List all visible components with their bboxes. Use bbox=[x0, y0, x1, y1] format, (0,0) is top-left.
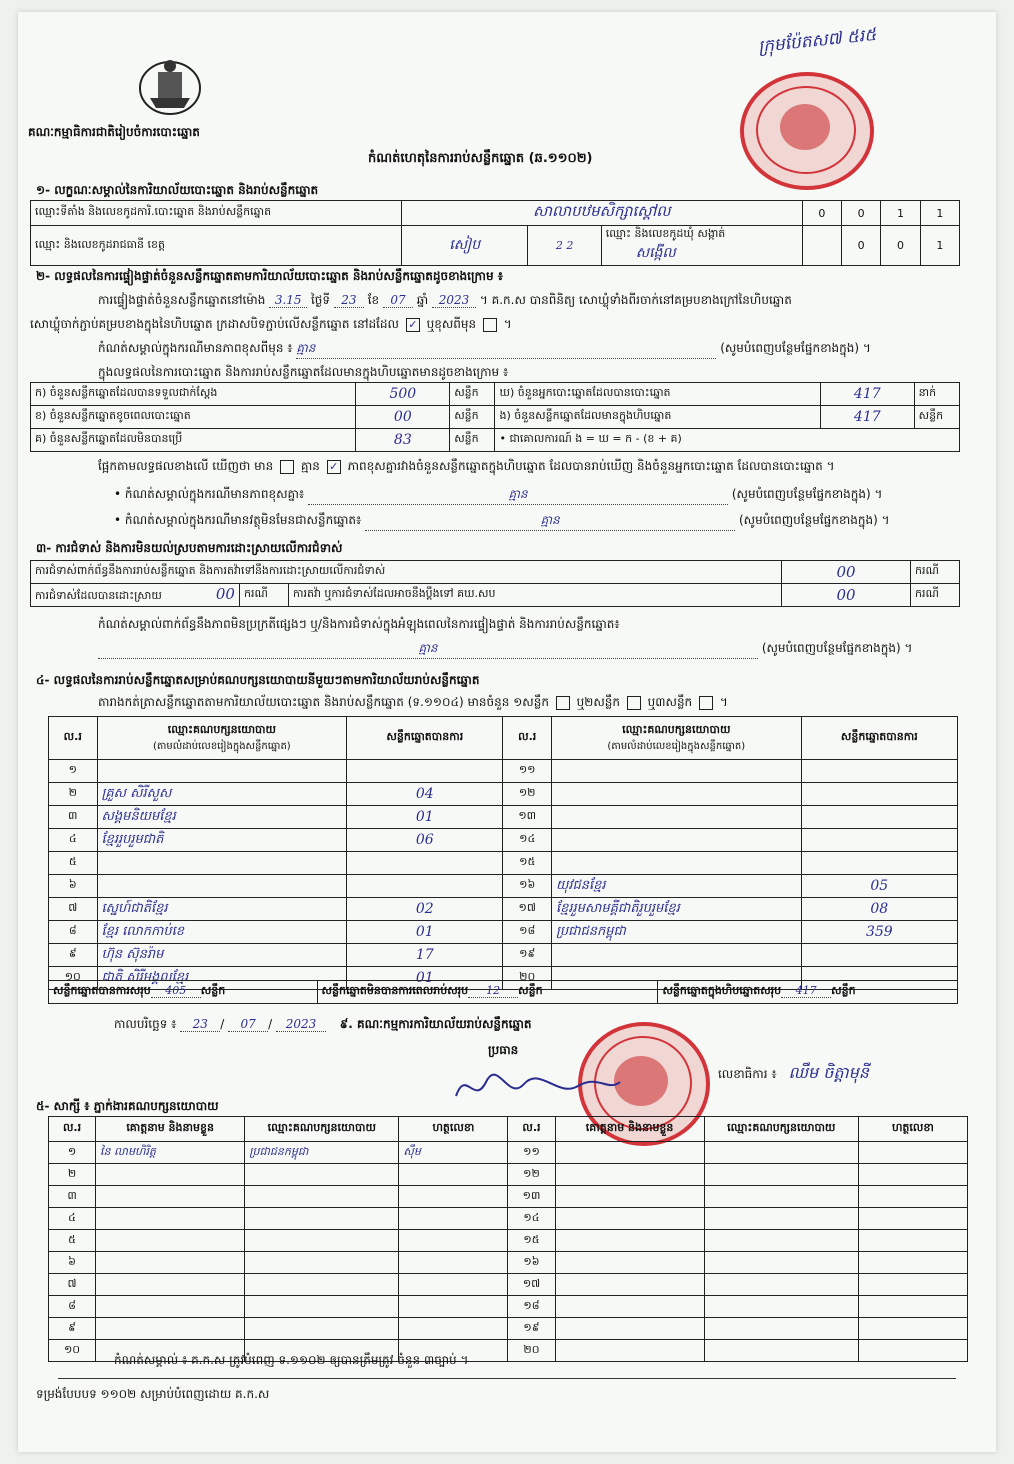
party-row-number: ១៣ bbox=[503, 806, 552, 829]
appeal-label: ការតវ៉ា ឬការជំទាស់ដែលអាចនឹងប្ដឹងទៅ គឃ.សប bbox=[289, 584, 782, 607]
one-sheet-checkbox[interactable] bbox=[556, 696, 570, 710]
commune-label: ឈ្មោះ និងលេខកូដឃុំ សង្កាត់ សង្កើល bbox=[601, 226, 802, 266]
footer-note: កំណត់សម្គាល់ ៖ គ.ក.ស ត្រូវបំពេញ ទ.១១០២ ឲ្យបានត្រឹមត្រូវ ចំនួន ៣ច្បាប់ ។ bbox=[114, 1353, 469, 1367]
party-row-number: ៩ bbox=[49, 944, 98, 967]
witness-table: ល.រ គោត្តនាម និងនាមខ្លួន ឈ្មោះគណបក្សនយោបាយ ហត្ថលេខា ល.រ គោត្តនាម និងនាមខ្លួន ឈ្មោះគណបក្សនយោបាយ ហត្ថលេខា ១ នៃ លាមហិរិត្ត ប្រជាជនកម្ពុជា ស៊ឹម ១១ ២ ១២ ៣ ១៣ ៤ ១៤ ៥ ១៥ ៦ ១៦ ៧ ១៧ ៨ ១៨ ៩ ១៩ ១០ ២០ bbox=[48, 1116, 968, 1362]
witness-name bbox=[96, 1164, 245, 1186]
witness-party bbox=[245, 1274, 399, 1296]
site-label: ឈ្មោះទីតាំង និងលេខកូដការិ.បោះឆ្នោត និងរាប់សន្លឹកឆ្នោត bbox=[31, 201, 402, 226]
witness-signature bbox=[858, 1318, 967, 1340]
witness-party bbox=[704, 1318, 858, 1340]
witness-signature bbox=[399, 1164, 508, 1186]
witness-number: ១៨ bbox=[508, 1296, 555, 1318]
party-name: ហ៊ុន ស៊ុនរ៉ាម bbox=[97, 944, 347, 967]
party-row-number: ៦ bbox=[49, 875, 98, 898]
objection-table: ការជំទាស់ពាក់ព័ន្ធនឹងការរាប់សន្លឹកឆ្នោត និងការតវ៉ាទៅនឹងការដោះស្រាយលើការជំទាស់ 00 ករណី ការជំទាស់ដែលបានដោះស្រាយ 00 ករណី ការតវ៉ា ឬការជំទាស់ដែលអាចនឹងប្ដឹងទៅ គឃ.សប 00 ករណី bbox=[30, 560, 960, 607]
party-name: ខ្មែរ លោកកាប់ខេ bbox=[97, 921, 347, 944]
site-value: សាលាបឋមសិក្សាស្ដៅល bbox=[401, 201, 802, 226]
party-row-number: ៨ bbox=[49, 921, 98, 944]
witness-name bbox=[555, 1340, 704, 1362]
objection-value: 00 bbox=[782, 561, 911, 584]
party-row-number: ៣ bbox=[49, 806, 98, 829]
witness-number: ១៧ bbox=[508, 1274, 555, 1296]
party-row bbox=[49, 760, 958, 783]
witness-number: ១៥ bbox=[508, 1230, 555, 1252]
witness-party bbox=[704, 1186, 858, 1208]
witness-signature bbox=[399, 1186, 508, 1208]
party-name bbox=[97, 852, 347, 875]
witness-name bbox=[96, 1274, 245, 1296]
received-label: ក) ចំនួនសន្លឹកឆ្នោតដែលបានទទួលជាក់ស្តែង bbox=[31, 383, 356, 406]
witness-name bbox=[555, 1252, 704, 1274]
witness-signature bbox=[858, 1142, 967, 1164]
party-votes: 17 bbox=[347, 944, 503, 967]
witness-name bbox=[555, 1164, 704, 1186]
witness-number: ១២ bbox=[508, 1164, 555, 1186]
witness-name bbox=[96, 1230, 245, 1252]
party-row-number: ១១ bbox=[503, 760, 552, 783]
unused-value: 83 bbox=[356, 429, 450, 452]
witness-number: ៧ bbox=[49, 1274, 96, 1296]
party-votes bbox=[801, 783, 957, 806]
witness-name bbox=[555, 1296, 704, 1318]
party-name: ខ្មែររួមសាមគ្គីជាតិរួបរួមខ្មែរ bbox=[551, 898, 801, 921]
party-votes bbox=[347, 852, 503, 875]
section2-title: ២- លទ្ធផលនៃការផ្ទៀងផ្ទាត់ចំនួនសន្លឹកឆ្នោតតាមការិយាល័យបោះឆ្នោត និងរាប់សន្លឹកឆ្នោតដូចខាងក្រោម ៖ bbox=[36, 269, 504, 283]
witness-name bbox=[96, 1296, 245, 1318]
official-stamp-top bbox=[740, 72, 874, 190]
witness-signature bbox=[399, 1296, 508, 1318]
two-sheet-checkbox[interactable] bbox=[627, 696, 641, 710]
witness-party bbox=[704, 1340, 858, 1362]
witness-name bbox=[555, 1318, 704, 1340]
appeal-value: 00 bbox=[782, 584, 911, 607]
witness-signature bbox=[858, 1208, 967, 1230]
party-votes bbox=[801, 760, 957, 783]
witness-number: ៥ bbox=[49, 1230, 96, 1252]
party-name bbox=[97, 760, 347, 783]
witness-number: ២ bbox=[49, 1164, 96, 1186]
party-name bbox=[551, 783, 801, 806]
party-name: ខ្មែររួបរួមជាតិ bbox=[97, 829, 347, 852]
witness-party bbox=[245, 1208, 399, 1230]
witness-party bbox=[704, 1252, 858, 1274]
party-row-number: ៤ bbox=[49, 829, 98, 852]
party-votes: 04 bbox=[347, 783, 503, 806]
party-name: ស្នេហ៍ជាតិខ្មែរ bbox=[97, 898, 347, 921]
party-votes bbox=[347, 875, 503, 898]
site-code-4: 1 bbox=[920, 201, 959, 226]
party-votes bbox=[801, 829, 957, 852]
party-votes bbox=[347, 760, 503, 783]
total-valid: សន្លឹកឆ្នោតបានការសរុប 405 សន្លឹក bbox=[49, 981, 318, 1004]
site-code-1: 0 bbox=[802, 201, 841, 226]
witness-party: ប្រជាជនកម្ពុជា bbox=[245, 1142, 399, 1164]
witness-signature bbox=[399, 1274, 508, 1296]
party-votes: 01 bbox=[347, 967, 503, 990]
org-name: គណៈកម្មាធិការជាតិរៀបចំការបោះឆ្នោត bbox=[28, 125, 200, 139]
party-name bbox=[97, 875, 347, 898]
party-row bbox=[49, 806, 958, 829]
witness-party bbox=[704, 1274, 858, 1296]
commune-code-2: 0 bbox=[881, 226, 920, 266]
witness-number: ១៣ bbox=[508, 1186, 555, 1208]
witness-name bbox=[96, 1318, 245, 1340]
party-votes bbox=[801, 852, 957, 875]
party-row-number: ៥ bbox=[49, 852, 98, 875]
unused-label: គ) ចំនួនសន្លឹកឆ្នោតដែលមិនបានប្រើ bbox=[31, 429, 356, 452]
section5-title: ៥- សាក្សី ៖ ភ្នាក់ងារគណបក្សនយោបាយ bbox=[36, 1099, 219, 1113]
party-name bbox=[551, 829, 801, 852]
witness-signature bbox=[399, 1230, 508, 1252]
witness-party bbox=[704, 1164, 858, 1186]
witness-party bbox=[704, 1208, 858, 1230]
witness-number: ៩ bbox=[49, 1318, 96, 1340]
voters-value: 417 bbox=[820, 383, 914, 406]
party-row-number: ១២ bbox=[503, 783, 552, 806]
party-name: សង្គមនិយមខ្មែរ bbox=[97, 806, 347, 829]
party-row-number: ១៨ bbox=[503, 921, 552, 944]
party-row bbox=[49, 852, 958, 875]
witness-number: ៤ bbox=[49, 1208, 96, 1230]
verification-line-2: សោឃ្លុំចាក់ភ្ជាប់គម្របខាងក្នុងនៃហិបឆ្នោត ក្រដាសបិទភ្ជាប់លើសន្លឹកឆ្នោត នៅដដែល ✓ ឬខុសពីមុន ។ bbox=[30, 317, 512, 331]
ballot-count-table: ក) ចំនួនសន្លឹកឆ្នោតដែលបានទទួលជាក់ស្តែង 500 សន្លឹក ឃ) ចំនួនអ្នកបោះឆ្នោតដែលបានបោះឆ្នោត 417 នាក់ ខ) ចំនួនសន្លឹកឆ្នោតខូចពេលបោះឆ្នោត 00 សន្លឹក ង) ចំនួនសន្លឹកឆ្នោតដែលមានក្នុងហិបឆ្នោត 417 សន្លឹក គ) ចំនួនសន្លឹកឆ្នោតដែលមិនបានប្រើ 83 សន្លឹក • ជាគោលការណ៍ ង = ឃ = ក - (ខ + គ) bbox=[30, 382, 960, 452]
witness-row bbox=[49, 1318, 968, 1340]
party-name: យុវជនខ្មែរ bbox=[551, 875, 801, 898]
resolved-label: ការជំទាស់ដែលបានដោះស្រាយ 00 bbox=[31, 584, 240, 607]
witness-row bbox=[49, 1296, 968, 1318]
party-row-number: ២ bbox=[49, 783, 98, 806]
party-votes: 01 bbox=[347, 806, 503, 829]
party-row-number: ១៥ bbox=[503, 852, 552, 875]
party-row bbox=[49, 898, 958, 921]
form-title: កំណត់ហេតុនៃការរាប់សន្លឹកឆ្នោត (ឆ.១១០២) bbox=[368, 151, 593, 166]
witness-party bbox=[704, 1296, 858, 1318]
witness-party bbox=[704, 1142, 858, 1164]
witness-number: ៦ bbox=[49, 1252, 96, 1274]
witness-signature bbox=[858, 1186, 967, 1208]
commune-code-3: 1 bbox=[920, 226, 959, 266]
party-votes: 359 bbox=[801, 921, 957, 944]
witness-name bbox=[96, 1252, 245, 1274]
site-code-2: 0 bbox=[841, 201, 880, 226]
party-results-table: ល.រ ឈ្មោះគណបក្សនយោបាយ (តាមលំដាប់លេខរៀងក្នុងសន្លឹកឆ្នោត) សន្លឹកឆ្នោតបានការ ល.រ ឈ្មោះគណបក្សនយោបាយ (តាមលំដាប់លេខរៀងក្នុងសន្លឹកឆ្នោត) សន្លឹកឆ្នោតបានការ ១ ១១ ២ គ្រួស សិរីសួស 04 ១២ ៣ សង្គមនិយមខ្មែរ 01 ១៣ ៤ ខ្មែររួបរួមជាតិ 06 ១៤ ៥ ១៥ ៦ ១៦ យុវជនខ្មែរ 05 ៧ ស្នេហ៍ជាតិខ្មែរ 02 ១៧ ខ្មែររួមសាមគ្គីជាតិរួបរួមខ្មែរ 08 ៨ ខ្មែរ លោកកាប់ខេ 01 ១៨ ប្រជាជនកម្ពុជា 359 ៩ ហ៊ុន ស៊ុនរ៉ាម 17 ១៩ ១០ ជាតិ សិរីមង្គលខ្មែរ 01 ២០ bbox=[48, 716, 958, 990]
party-row bbox=[49, 829, 958, 852]
section3-title: ៣- ការជំទាស់ និងការមិនយល់ស្របតាមការដោះស្រាយលើការជំទាស់ bbox=[36, 541, 343, 555]
witness-party bbox=[245, 1164, 399, 1186]
in-box-value: 417 bbox=[820, 406, 914, 429]
witness-name bbox=[555, 1142, 704, 1164]
party-votes: 02 bbox=[347, 898, 503, 921]
in-box-label: ង) ចំនួនសន្លឹកឆ្នោតដែលមានក្នុងហិបឆ្នោត bbox=[495, 406, 820, 429]
secretary-line: លេខាធិការ ៖ ឈឹម ចិត្តាមុនី bbox=[718, 1063, 869, 1082]
voters-label: ឃ) ចំនួនអ្នកបោះឆ្នោតដែលបានបោះឆ្នោត bbox=[495, 383, 820, 406]
totals-table bbox=[48, 980, 958, 1004]
witness-party bbox=[245, 1186, 399, 1208]
witness-name bbox=[96, 1186, 245, 1208]
three-sheet-checkbox[interactable] bbox=[699, 696, 713, 710]
party-name bbox=[551, 852, 801, 875]
handwritten-top-note: ក្រុមប៉ែតស៧ ៥រ៥ bbox=[757, 24, 878, 58]
tally-sheets-line: តារាងកត់ត្រាសន្លឹកឆ្នោតតាមការិយាល័យបោះឆ្នោត និងរាប់សន្លឹកឆ្នោត (ទ.១១០៤) មានចំនួន ១សន្លឹក ឬ២សន្លឹក ឬ៣សន្លឹក ។ bbox=[98, 695, 728, 709]
witness-number: ៨ bbox=[49, 1296, 96, 1318]
witness-signature bbox=[858, 1296, 967, 1318]
province-code: 2 2 bbox=[528, 226, 601, 266]
party-name bbox=[551, 944, 801, 967]
party-votes bbox=[801, 944, 957, 967]
spoiled-label: ខ) ចំនួនសន្លឹកឆ្នោតខូចពេលបោះឆ្នោត bbox=[31, 406, 356, 429]
received-value: 500 bbox=[356, 383, 450, 406]
witness-row bbox=[49, 1274, 968, 1296]
witness-signature bbox=[399, 1318, 508, 1340]
party-row-number: ១៩ bbox=[503, 944, 552, 967]
witness-signature bbox=[399, 1252, 508, 1274]
witness-party bbox=[245, 1252, 399, 1274]
witness-row bbox=[49, 1230, 968, 1252]
witness-signature bbox=[858, 1252, 967, 1274]
no-difference-checkbox[interactable]: ✓ bbox=[327, 460, 341, 474]
witness-number: ១ bbox=[49, 1142, 96, 1164]
document-sheet bbox=[18, 12, 996, 1452]
witness-number: ១៤ bbox=[508, 1208, 555, 1230]
footer-rule bbox=[58, 1378, 956, 1379]
bullet-foreign-object: • កំណត់សម្គាល់ក្នុងករណីមានវត្ថុមិនមែនជាសន្លឹកឆ្នោត៖ គ្មាន (សូមបំពេញបន្ថែមផ្នែកខាងក្នុង) ។ bbox=[114, 512, 964, 531]
party-votes: 08 bbox=[801, 898, 957, 921]
section4-title: ៤- លទ្ធផលនៃការរាប់សន្លឹកឆ្នោតសម្រាប់គណបក្សនយោបាយនីមួយៗតាមការិយាល័យរាប់សន្លឹកឆ្នោត bbox=[36, 673, 480, 687]
party-row bbox=[49, 921, 958, 944]
party-name: ប្រជាជនកម្ពុជា bbox=[551, 921, 801, 944]
date-line: កាលបរិច្ឆេទ ៖ 23 / 07 / 2023 ៩. គណៈកម្មការការិយាល័យរាប់សន្លឹកឆ្នោត bbox=[114, 1017, 532, 1031]
witness-number: ៣ bbox=[49, 1186, 96, 1208]
party-row-number: ៧ bbox=[49, 898, 98, 921]
witness-party bbox=[245, 1296, 399, 1318]
witness-row bbox=[49, 1186, 968, 1208]
verification-line-1: ការផ្ទៀងផ្ទាត់ចំនួនសន្លឹកឆ្នោតនៅម៉ោង 3.15 ថ្ងៃទី 23 ខែ 07 ឆ្នាំ 2023 ។ គ.ក.ស បានពិនិត្យ សោឃ្លុំទាំងពីរចាក់នៅគម្របខាងក្រៅនៃហិបឆ្នោត bbox=[98, 293, 792, 307]
witness-name bbox=[555, 1230, 704, 1252]
site-code-3: 1 bbox=[881, 201, 920, 226]
has-difference-checkbox[interactable] bbox=[280, 460, 294, 474]
party-name bbox=[551, 806, 801, 829]
witness-signature bbox=[858, 1340, 967, 1362]
witness-party bbox=[245, 1318, 399, 1340]
witness-row bbox=[49, 1252, 968, 1274]
witness-signature bbox=[858, 1164, 967, 1186]
witness-number: ១០ bbox=[49, 1340, 96, 1362]
witness-name bbox=[555, 1208, 704, 1230]
spoiled-value: 00 bbox=[356, 406, 450, 429]
witness-signature bbox=[399, 1208, 508, 1230]
party-name: ជាតិ សិរីមង្គលខ្មែរ bbox=[97, 967, 347, 990]
party-row bbox=[49, 875, 958, 898]
party-row-number: ២០ bbox=[503, 967, 552, 990]
nec-logo bbox=[136, 54, 204, 118]
total-invalid: សន្លឹកឆ្នោតមិនបានការពេលរាប់សរុប 12 សន្លឹក bbox=[317, 981, 658, 1004]
section1-title: ១- លក្ខណៈសម្គាល់នៃការិយាល័យបោះឆ្នោត និងរាប់សន្លឹកឆ្នោត bbox=[36, 183, 319, 197]
party-row-number: ១៤ bbox=[503, 829, 552, 852]
witness-row bbox=[49, 1142, 968, 1164]
form-id: ទម្រង់បែបបទ ១១០២ សម្រាប់បំពេញដោយ គ.ក.ស bbox=[36, 1387, 270, 1401]
same-checkbox[interactable]: ✓ bbox=[406, 318, 420, 332]
witness-name bbox=[555, 1186, 704, 1208]
party-votes bbox=[801, 806, 957, 829]
witness-name: នៃ លាមហិរិត្ត bbox=[96, 1142, 245, 1164]
formula: • ជាគោលការណ៍ ង = ឃ = ក - (ខ + គ) bbox=[495, 429, 960, 452]
witness-signature: ស៊ឹម bbox=[399, 1142, 508, 1164]
irregularity-note-line: គ្មាន (សូមបំពេញបន្ថែមផ្នែកខាងក្នុង) ។ bbox=[98, 640, 958, 659]
compare-line: ផ្អែកតាមលទ្ធផលខាងលើ ឃើញថា មាន គ្មាន ✓ ភាពខុសគ្នារវាងចំនួនសន្លឹកឆ្នោតក្នុងហិបឆ្នោត ដែលបានរាប់ឃើញ និងចំនួនអ្នកបោះឆ្នោត ដែលបានបោះឆ្នោត ។ bbox=[98, 459, 835, 473]
witness-row bbox=[49, 1208, 968, 1230]
witness-party bbox=[245, 1230, 399, 1252]
witness-signature bbox=[858, 1274, 967, 1296]
party-votes: 01 bbox=[347, 921, 503, 944]
witness-number: ១៩ bbox=[508, 1318, 555, 1340]
different-checkbox[interactable] bbox=[483, 318, 497, 332]
irregularity-note: កំណត់សម្គាល់ពាក់ព័ន្ធនឹងភាពមិនប្រក្រតីផ្សេងៗ ឬ/និងការជំទាស់ក្នុងអំឡុងពេលនៃការផ្ទៀងផ្ទាត់ និងការរាប់សន្លឹកឆ្នោត៖ bbox=[98, 617, 620, 631]
party-row-number: ១៧ bbox=[503, 898, 552, 921]
party-row-number: ១ bbox=[49, 760, 98, 783]
party-row bbox=[49, 944, 958, 967]
party-row-number: ១៦ bbox=[503, 875, 552, 898]
province-value: សៀប bbox=[401, 226, 527, 266]
witness-number: ២០ bbox=[508, 1340, 555, 1362]
witness-number: ១៦ bbox=[508, 1252, 555, 1274]
party-votes: 06 bbox=[347, 829, 503, 852]
witness-number: ១១ bbox=[508, 1142, 555, 1164]
party-row bbox=[49, 783, 958, 806]
chair-label: ប្រធាន bbox=[488, 1043, 519, 1057]
difference-note: កំណត់សម្គាល់ក្នុងករណីមានភាពខុសពីមុន ៖ គ្មាន (សូមបំពេញបន្ថែមផ្នែកខាងក្នុង) ។ bbox=[98, 340, 958, 359]
chair-signature bbox=[448, 1062, 628, 1112]
total-in-box: សន្លឹកឆ្នោតក្នុងហិបឆ្នោតសរុប 417 សន្លឹក bbox=[658, 981, 958, 1004]
witness-name bbox=[96, 1208, 245, 1230]
witness-signature bbox=[858, 1230, 967, 1252]
witness-name bbox=[555, 1274, 704, 1296]
party-row-number: ១០ bbox=[49, 967, 98, 990]
bullet-difference: • កំណត់សម្គាល់ក្នុងករណីមានភាពខុសគ្នា៖ គ្មាន (សូមបំពេញបន្ថែមផ្នែកខាងក្នុង) ។ bbox=[114, 486, 964, 505]
party-name bbox=[551, 760, 801, 783]
witness-party bbox=[704, 1230, 858, 1252]
results-intro: ក្នុងលទ្ធផលនៃការបោះឆ្នោត និងការរាប់សន្លឹកឆ្នោតដែលមានក្នុងហិបឆ្នោតមានដូចខាងក្រោម ៖ bbox=[98, 365, 509, 379]
province-label: ឈ្មោះ និងលេខកូដរាជធានី ខេត្ត bbox=[31, 226, 402, 266]
party-votes: 05 bbox=[801, 875, 957, 898]
commune-code-1: 0 bbox=[841, 226, 880, 266]
party-name: គ្រួស សិរីសួស bbox=[97, 783, 347, 806]
witness-row bbox=[49, 1164, 968, 1186]
objection-label: ការជំទាស់ពាក់ព័ន្ធនឹងការរាប់សន្លឹកឆ្នោត និងការតវ៉ាទៅនឹងការដោះស្រាយលើការជំទាស់ bbox=[31, 561, 782, 584]
section1-table bbox=[30, 200, 960, 266]
